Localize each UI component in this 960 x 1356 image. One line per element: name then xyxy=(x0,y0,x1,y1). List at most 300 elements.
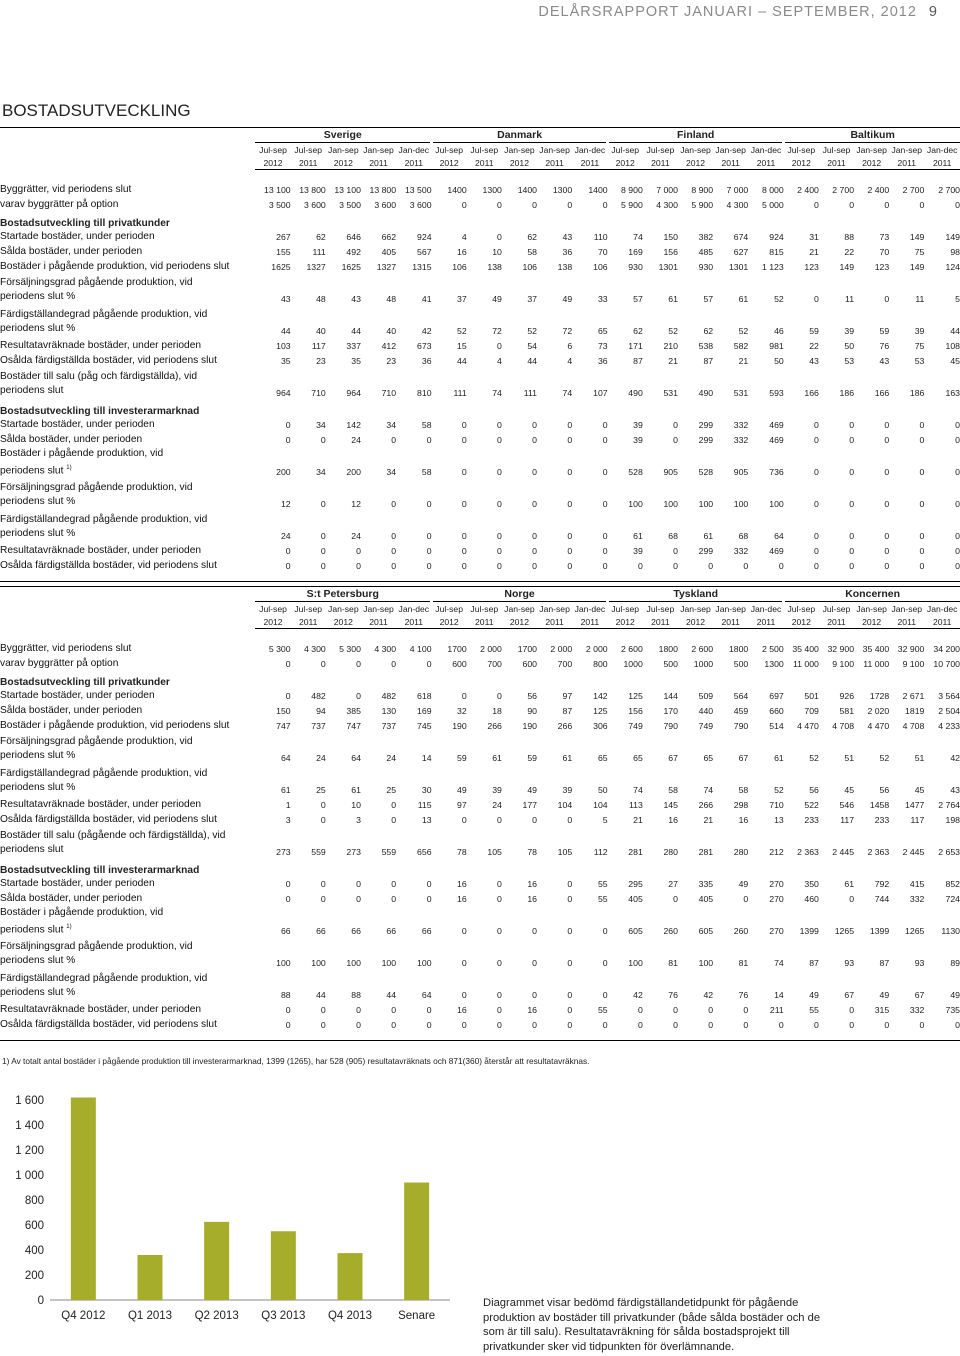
table-cell: 490 xyxy=(698,388,714,398)
table-cell: 58 xyxy=(421,419,432,430)
table-cell: 0 xyxy=(814,467,819,477)
y-tick-label: 1 400 xyxy=(15,1120,44,1132)
table-cell: 0 xyxy=(602,1019,608,1030)
table-cell: 24 xyxy=(316,753,326,763)
table-cell: 531 xyxy=(733,388,749,398)
table-cell: 61 xyxy=(280,785,291,795)
table-cell: 482 xyxy=(311,690,326,701)
table-cell: 710 xyxy=(381,388,397,398)
table-cell: 981 xyxy=(769,340,784,351)
table-cell: 111 xyxy=(312,246,326,257)
table-cell: 5 xyxy=(602,814,608,825)
table-cell: 1301 xyxy=(728,261,749,272)
table-cell: 1800 xyxy=(658,643,678,654)
year-row xyxy=(0,156,960,170)
table-cell: 211 xyxy=(769,1004,784,1015)
table-cell: 39 xyxy=(914,326,925,336)
table-cell: 0 xyxy=(567,958,573,968)
table-cell: 0 xyxy=(919,419,925,430)
table-cell: 124 xyxy=(945,261,960,272)
period-label: Jan-dec xyxy=(926,603,958,614)
table-cell: 169 xyxy=(628,246,643,257)
table-cell: 9 100 xyxy=(832,658,855,669)
year-label: 2011 xyxy=(537,615,572,629)
table-cell: 58 xyxy=(738,785,749,795)
table-cell: 735 xyxy=(945,1004,960,1015)
table-cell: 332 xyxy=(733,434,749,445)
table-row xyxy=(0,938,960,970)
bar xyxy=(138,1255,163,1300)
table-cell: 73 xyxy=(879,231,890,242)
table-row xyxy=(0,338,960,353)
period-label: Jul-sep xyxy=(294,603,323,614)
table-cell: 100 xyxy=(346,958,361,968)
row-label-line1: Försäljningsgrad pågående produktion, vid xyxy=(0,941,193,952)
period-label: Jan-sep xyxy=(715,603,746,614)
row-label: Startade bostäder, under perioden xyxy=(0,419,155,430)
chart-description: Diagrammet visar bedömd färdigställandetidpunkt för pågående produktion av bostäder till privatkunder (både sålda bostäder och de som är till salu). Resultatavräkning för sålda bostadsprojekt till privatkunder sker vid tidpunkten för överlämnande. xyxy=(483,1297,821,1353)
table-cell: 62 xyxy=(703,326,714,336)
table-cell: 0 xyxy=(497,958,502,968)
table-cell: 21 xyxy=(668,355,678,366)
table-cell: 0 xyxy=(391,545,397,556)
period-label: Jul-sep xyxy=(470,603,499,614)
table-cell: 2 700 xyxy=(938,184,960,195)
table-cell: 43 xyxy=(950,785,960,795)
table-cell: 30 xyxy=(421,785,432,795)
table-cell: 35 400 xyxy=(792,643,819,654)
table-cell: 0 xyxy=(356,878,361,889)
table-cell: 163 xyxy=(945,388,960,398)
table-cell: 582 xyxy=(733,340,749,351)
table-cell: 100 xyxy=(628,499,643,509)
table-cell: 514 xyxy=(769,720,784,731)
table-cell: 0 xyxy=(532,531,538,541)
table-cell: 0 xyxy=(497,926,502,936)
table-cell: 3 xyxy=(356,814,361,825)
row-label-line1: Bostäder i pågående produktion, vid xyxy=(0,448,164,460)
table-cell: 0 xyxy=(602,958,608,968)
year-label: 2011 xyxy=(291,156,326,170)
table-cell: 0 xyxy=(849,531,855,541)
table-cell: 1728 xyxy=(869,690,890,701)
table-row xyxy=(0,733,960,765)
table-cell: 81 xyxy=(738,958,749,968)
y-tick-label: 1 600 xyxy=(15,1095,44,1107)
table-row xyxy=(0,306,960,338)
table-cell: 62 xyxy=(316,231,326,242)
table-cell: 55 xyxy=(597,893,608,904)
table-cell: 382 xyxy=(698,231,714,242)
period-label: Jan-sep xyxy=(856,144,887,155)
table-cell: 10 700 xyxy=(933,658,960,669)
table-cell: 67 xyxy=(914,990,925,1000)
table-cell: 0 xyxy=(814,545,819,556)
table-cell: 16 xyxy=(527,1004,538,1015)
table-cell: 7 000 xyxy=(726,184,749,195)
table-cell: 1300 xyxy=(764,658,784,669)
table-cell: 337 xyxy=(346,340,361,351)
table-cell: 34 200 xyxy=(933,643,960,654)
table-cell: 61 xyxy=(633,531,643,541)
table-cell: 72 xyxy=(562,326,573,336)
table-cell: 0 xyxy=(673,1004,678,1015)
table-row xyxy=(0,876,960,891)
table-cell: 16 xyxy=(527,878,538,889)
y-tick-label: 1 200 xyxy=(15,1145,44,1157)
table-cell: 0 xyxy=(955,560,960,571)
table-cell: 0 xyxy=(849,199,855,210)
table-cell: 76 xyxy=(879,340,890,351)
table-cell: 0 xyxy=(461,434,467,445)
row-label-line2: periodens slut xyxy=(0,844,64,855)
year-label: 2011 xyxy=(643,615,678,629)
table-cell: 0 xyxy=(567,199,573,210)
footnote-marker: 1) xyxy=(66,924,72,931)
table-cell: 2 600 xyxy=(621,643,643,654)
table-cell: 0 xyxy=(391,531,397,541)
table-cell: 0 xyxy=(955,531,960,541)
table-cell: 123 xyxy=(804,261,819,272)
table-cell: 405 xyxy=(628,893,643,904)
table-bottom-rule xyxy=(0,573,960,582)
table-cell: 0 xyxy=(814,560,819,571)
table-row xyxy=(0,274,960,306)
table-cell: 23 xyxy=(316,355,326,366)
table-cell: 110 xyxy=(593,231,608,242)
table-cell: 16 xyxy=(668,814,678,825)
table-cell: 13 500 xyxy=(404,184,432,195)
table-cell: 593 xyxy=(769,388,784,398)
table-cell: 0 xyxy=(884,419,890,430)
table-cell: 509 xyxy=(698,690,714,701)
table-cell: 36 xyxy=(562,246,573,257)
table-cell: 43 xyxy=(351,294,361,304)
table-cell: 546 xyxy=(839,799,855,810)
table-row xyxy=(0,182,960,197)
period-row xyxy=(0,602,960,616)
table-cell: 87 xyxy=(562,705,573,716)
table-cell: 0 xyxy=(708,560,714,571)
table-cell: 52 xyxy=(668,326,678,336)
table-cell: 44 xyxy=(280,326,291,336)
table-cell: 0 xyxy=(426,1019,432,1030)
table-cell: 39 xyxy=(844,326,855,336)
table-cell: 0 xyxy=(814,434,819,445)
table-cell: 34 xyxy=(386,419,397,430)
table-cell: 0 xyxy=(955,1019,960,1030)
table-cell: 1458 xyxy=(869,799,890,810)
table-cell: 35 xyxy=(351,355,361,366)
table-cell: 0 xyxy=(426,560,432,571)
table-cell: 0 xyxy=(567,434,573,445)
table-cell: 0 xyxy=(461,814,467,825)
table-cell: 0 xyxy=(567,419,573,430)
table-cell: 0 xyxy=(497,340,502,351)
table-cell: 0 xyxy=(285,1004,291,1015)
table-cell: 66 xyxy=(386,926,397,936)
period-label: Jan-sep xyxy=(680,603,711,614)
table-cell: 1315 xyxy=(412,261,432,272)
table-cell: 51 xyxy=(914,753,925,763)
table-cell: 4 708 xyxy=(832,720,855,731)
table-cell: 0 xyxy=(532,990,538,1000)
table-cell: 170 xyxy=(663,705,678,716)
table-cell: 0 xyxy=(567,467,573,477)
period-label: Jul-sep xyxy=(822,144,851,155)
table-cell: 105 xyxy=(487,847,502,857)
table-cell: 0 xyxy=(320,658,326,669)
table-cell: 564 xyxy=(733,690,749,701)
table-cell: 0 xyxy=(919,499,925,509)
table-row xyxy=(0,432,960,447)
table-cell: 415 xyxy=(909,878,925,889)
table-cell: 0 xyxy=(673,560,678,571)
table-cell: 12 xyxy=(280,499,291,509)
table-cell: 273 xyxy=(346,847,361,857)
table-cell: 1300 xyxy=(552,184,573,195)
region-header: Finland xyxy=(608,128,784,143)
table-cell: 0 xyxy=(285,560,291,571)
table-cell: 469 xyxy=(769,419,784,430)
table-cell: 350 xyxy=(804,878,819,889)
table-cell: 166 xyxy=(804,388,819,398)
table-cell: 0 xyxy=(426,1004,432,1015)
table-cell: 97 xyxy=(457,799,467,810)
table-cell: 0 xyxy=(391,499,397,509)
table-cell: 905 xyxy=(733,467,749,477)
table-cell: 0 xyxy=(567,878,573,889)
table-cell: 5 xyxy=(955,294,960,304)
table-cell: 0 xyxy=(426,434,432,445)
table-cell: 55 xyxy=(597,878,608,889)
row-label: Startade bostäder, under perioden xyxy=(0,690,155,701)
table-cell: 270 xyxy=(769,878,784,889)
period-label: Jan-sep xyxy=(891,603,923,614)
bar xyxy=(71,1098,96,1301)
table-cell: 0 xyxy=(497,814,502,825)
table-cell: 233 xyxy=(874,814,890,825)
table-cell: 0 xyxy=(320,545,326,556)
table-cell: 500 xyxy=(663,658,678,669)
table-cell: 32 900 xyxy=(897,643,925,654)
table-cell: 627 xyxy=(733,246,749,257)
table-bostadsutveckling-1 xyxy=(0,127,960,582)
table-cell: 0 xyxy=(497,893,502,904)
table-cell: 4 300 xyxy=(304,643,326,654)
table-cell: 4 300 xyxy=(656,199,678,210)
table-cell: 45 xyxy=(950,355,960,366)
year-label: 2011 xyxy=(819,615,854,629)
table-cell: 11 000 xyxy=(863,658,890,669)
table-cell: 5 900 xyxy=(621,199,643,210)
table-cell: 605 xyxy=(698,926,714,936)
row-label: Sålda bostäder, under perioden xyxy=(0,434,143,445)
table-cell: 0 xyxy=(743,560,749,571)
table-cell: 21 xyxy=(809,246,819,257)
table-row xyxy=(0,797,960,812)
table-cell: 24 xyxy=(492,799,502,810)
table-cell: 75 xyxy=(914,340,925,351)
table-cell: 0 xyxy=(461,926,467,936)
table-cell: 130 xyxy=(381,705,397,716)
year-label: 2011 xyxy=(396,156,431,170)
table-cell: 460 xyxy=(804,893,819,904)
table-cell: 0 xyxy=(320,893,326,904)
year-label: 2012 xyxy=(326,156,361,170)
table-cell: 70 xyxy=(879,246,890,257)
table-cell: 7 000 xyxy=(656,184,678,195)
table-cell: 1327 xyxy=(376,261,397,272)
table-cell: 106 xyxy=(522,261,538,272)
row-label: Resultatavräknade bostäder, under perioden xyxy=(0,799,202,810)
table-cell: 0 xyxy=(461,499,467,509)
row-label xyxy=(0,368,255,400)
table-cell: 964 xyxy=(276,388,291,398)
region-header: Tyskland xyxy=(608,587,784,602)
table-cell: 0 xyxy=(743,1004,749,1015)
table-cell: 43 xyxy=(562,231,573,242)
table-cell: 0 xyxy=(743,893,749,904)
table-cell: 266 xyxy=(557,720,573,731)
table-cell: 0 xyxy=(637,1004,643,1015)
table-cell: 0 xyxy=(320,1004,326,1015)
year-label: 2012 xyxy=(784,156,819,170)
table-cell: 0 xyxy=(567,531,573,541)
table-cell: 1 123 xyxy=(761,261,784,272)
table-cell: 0 xyxy=(778,1019,784,1030)
table-cell: 112 xyxy=(593,847,608,857)
table-cell: 0 xyxy=(673,1019,678,1030)
table-cell: 1800 xyxy=(728,643,749,654)
table-cell: 0 xyxy=(602,419,608,430)
table-cell: 0 xyxy=(884,1019,890,1030)
table-cell: 31 xyxy=(809,231,819,242)
table-cell: 13 xyxy=(774,814,784,825)
period-label: Jan-dec xyxy=(926,144,958,155)
row-label xyxy=(0,479,255,511)
table-cell: 39 xyxy=(633,419,643,430)
table-cell: 0 xyxy=(356,545,361,556)
table-bostadsutveckling-2 xyxy=(0,586,960,1041)
year-label: 2011 xyxy=(924,156,960,170)
year-label: 2012 xyxy=(854,156,889,170)
table-cell: 0 xyxy=(532,545,538,556)
row-label-line1: Färdigställandegrad pågående produktion, vid xyxy=(0,973,208,984)
table-cell: 0 xyxy=(532,467,538,477)
table-cell: 59 xyxy=(809,326,819,336)
table-cell: 3 600 xyxy=(374,199,397,210)
row-label: Resultatavräknade bostäder, under perioden xyxy=(0,1004,202,1015)
table-cell: 299 xyxy=(698,434,714,445)
table-cell: 42 xyxy=(421,326,432,336)
table-bottom-rule xyxy=(0,1032,960,1041)
table-cell: 150 xyxy=(663,231,678,242)
region-header: S:t Petersburg xyxy=(255,587,431,602)
period-row xyxy=(0,143,960,157)
table-row xyxy=(0,197,960,212)
table-cell: 0 xyxy=(285,893,291,904)
table-cell: 61 xyxy=(351,785,361,795)
table-cell: 66 xyxy=(280,926,291,936)
table-cell: 405 xyxy=(381,246,397,257)
table-cell: 710 xyxy=(769,799,784,810)
year-label: 2012 xyxy=(678,615,713,629)
table-cell: 1625 xyxy=(341,261,361,272)
table-cell: 1400 xyxy=(588,184,608,195)
period-label: Jan-dec xyxy=(574,603,606,614)
table-cell: 790 xyxy=(663,720,678,731)
table-cell: 200 xyxy=(346,467,361,477)
table-cell: 1625 xyxy=(271,261,291,272)
table-cell: 618 xyxy=(417,690,432,701)
table-cell: 52 xyxy=(879,753,890,763)
table-cell: 412 xyxy=(381,340,397,351)
year-label: 2012 xyxy=(784,615,819,629)
table-cell: 186 xyxy=(909,388,925,398)
table-cell: 0 xyxy=(532,499,538,509)
period-label: Jan-sep xyxy=(715,144,746,155)
section-heading: Bostadsutveckling till privatkunder xyxy=(0,218,170,229)
row-label: Resultatavräknade bostäder, under perioden xyxy=(0,340,202,351)
table-cell: 0 xyxy=(320,878,326,889)
table-cell: 11 xyxy=(915,294,925,304)
section-row xyxy=(0,212,960,229)
row-label-line2: periodens slut % xyxy=(0,750,76,761)
y-tick-label: 200 xyxy=(24,1270,44,1282)
table-cell: 0 xyxy=(497,419,502,430)
table-cell: 1327 xyxy=(306,261,326,272)
x-tick-label: Q4 2013 xyxy=(327,1310,373,1322)
table-cell: 100 xyxy=(733,499,749,509)
table-cell: 709 xyxy=(804,705,819,716)
table-cell: 0 xyxy=(461,199,467,210)
table-cell: 104 xyxy=(557,799,573,810)
table-cell: 100 xyxy=(276,958,291,968)
table-cell: 0 xyxy=(955,419,960,430)
table-cell: 700 xyxy=(487,658,502,669)
table-cell: 0 xyxy=(320,814,326,825)
region-header-row xyxy=(0,128,960,143)
table-cell: 0 xyxy=(814,199,819,210)
table-cell: 61 xyxy=(844,878,855,889)
table-row xyxy=(0,417,960,432)
table-cell: 737 xyxy=(311,720,326,731)
table-cell: 41 xyxy=(421,294,432,304)
row-label xyxy=(0,733,255,765)
table-cell: 4 300 xyxy=(374,643,397,654)
row-label xyxy=(0,274,255,306)
table-cell: 44 xyxy=(457,355,467,366)
table-cell: 0 xyxy=(849,419,855,430)
table-cell: 0 xyxy=(320,560,326,571)
table-cell: 0 xyxy=(532,560,538,571)
table-cell: 74 xyxy=(633,231,643,242)
table-row xyxy=(0,1002,960,1017)
table-row xyxy=(0,229,960,244)
table-cell: 113 xyxy=(628,799,643,810)
table-cell: 13 800 xyxy=(299,184,326,195)
table-row xyxy=(0,244,960,259)
table-cell: 43 xyxy=(879,355,890,366)
table-cell: 64 xyxy=(774,531,784,541)
table-cell: 1477 xyxy=(905,799,925,810)
row-label: varav byggrätter på option xyxy=(0,658,119,669)
period-label: Jan-sep xyxy=(856,603,887,614)
table-cell: 2 020 xyxy=(867,705,890,716)
row-label xyxy=(0,765,255,797)
table-cell: 267 xyxy=(276,231,291,242)
